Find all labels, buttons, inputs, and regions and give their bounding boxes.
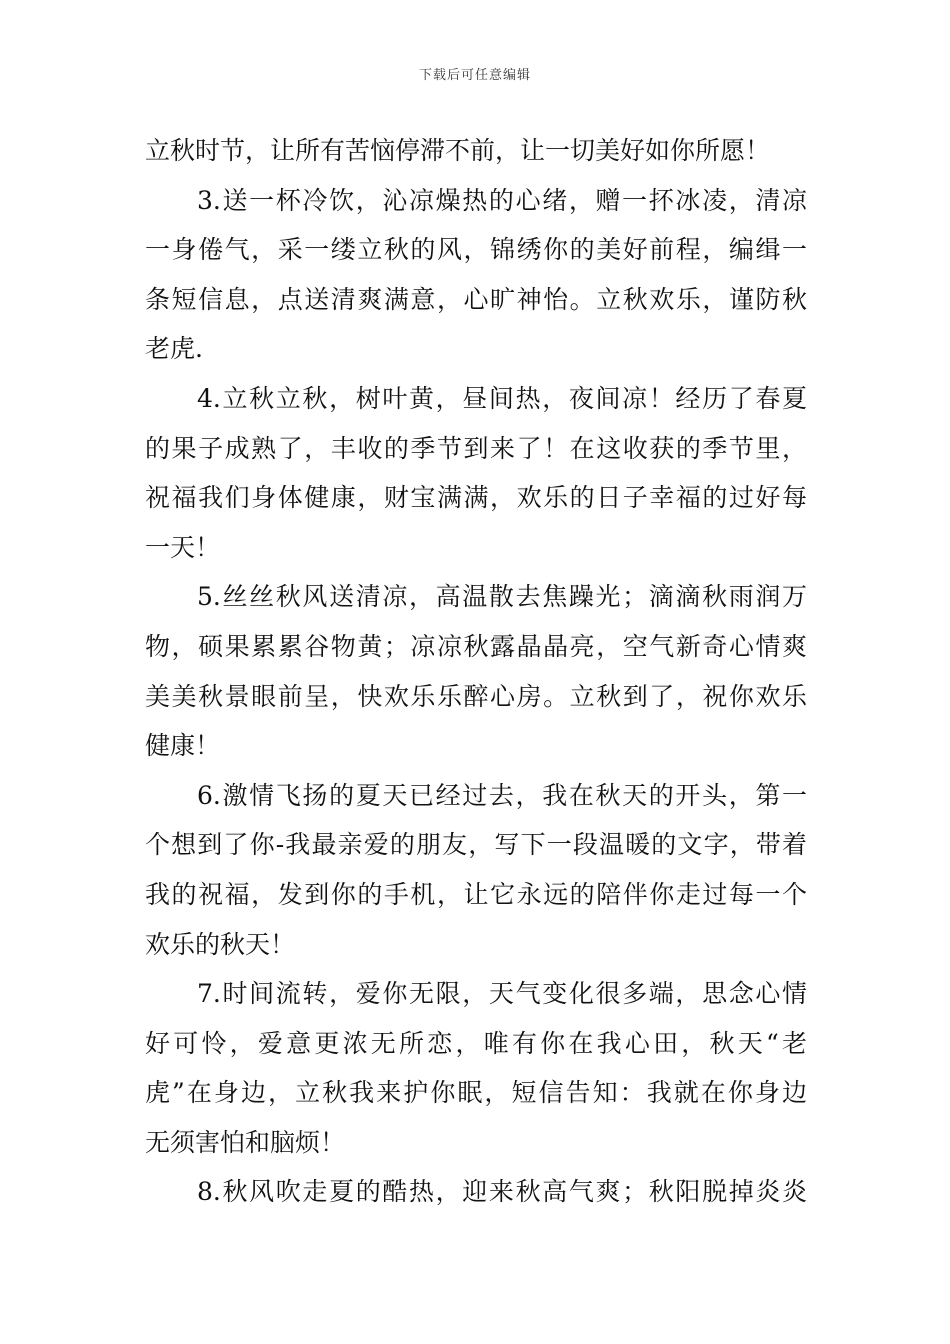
text-line: 一天！	[145, 532, 221, 562]
text-line: 3.送一杯冷饮，沁凉燥热的心绪，赠一抔冰凌，清凉	[197, 185, 807, 215]
text-line: 物，硕果累累谷物黄；凉凉秋露晶晶亮，空气新奇心情爽	[145, 631, 807, 661]
text-line: 祝福我们身体健康，财宝满满，欢乐的日子幸福的过好每	[145, 483, 807, 513]
text-line: 虎”在身边，立秋我来护你眠，短信告知：我就在你身边	[145, 1078, 807, 1108]
text-line: 7.时间流转，爱你无限，天气变化很多端，思念心情	[197, 979, 807, 1009]
text-line: 健康！	[145, 731, 221, 761]
text-line: 一身倦气，采一缕立秋的风，锦绣你的美好前程，编缉一	[145, 235, 807, 265]
text-line: 好可怜，爱意更浓无所恋，唯有你在我心田，秋天“老	[145, 1028, 807, 1058]
text-line: 的果子成熟了，丰收的季节到来了！在这收获的季节里，	[145, 433, 807, 463]
text-line: 欢乐的秋天！	[145, 929, 296, 959]
text-line: 6.激情飞扬的夏天已经过去，我在秋天的开头，第一	[197, 780, 807, 810]
text-line: 立秋时节，让所有苦恼停滞不前，让一切美好如你所愿！	[145, 136, 771, 165]
text-line: 4.立秋立秋，树叶黄，昼间热，夜间凉！经历了春夏	[197, 383, 807, 413]
text-line: 老虎.	[145, 334, 203, 364]
text-line: 我的祝福，发到你的手机，让它永远的陪伴你走过每一个	[145, 879, 807, 909]
document-body	[145, 126, 807, 1217]
text-line: 5.丝丝秋风送清凉，高温散去焦躁光；滴滴秋雨润万	[197, 582, 807, 612]
text-line: 条短信息，点送清爽满意，心旷神怡。立秋欢乐，谨防秋	[145, 284, 807, 314]
text-line: 个想到了你-我最亲爱的朋友，写下一段温暖的文字，带着	[145, 830, 807, 860]
text-line: 8.秋风吹走夏的酷热，迎来秋高气爽；秋阳脱掉炎炎	[197, 1177, 807, 1207]
page-header: 下载后可任意编辑	[418, 68, 531, 83]
text-line: 无须害怕和脑烦！	[145, 1127, 346, 1157]
text-line: 美美秋景眼前呈，快欢乐乐醉心房。立秋到了，祝你欢乐	[145, 681, 807, 711]
